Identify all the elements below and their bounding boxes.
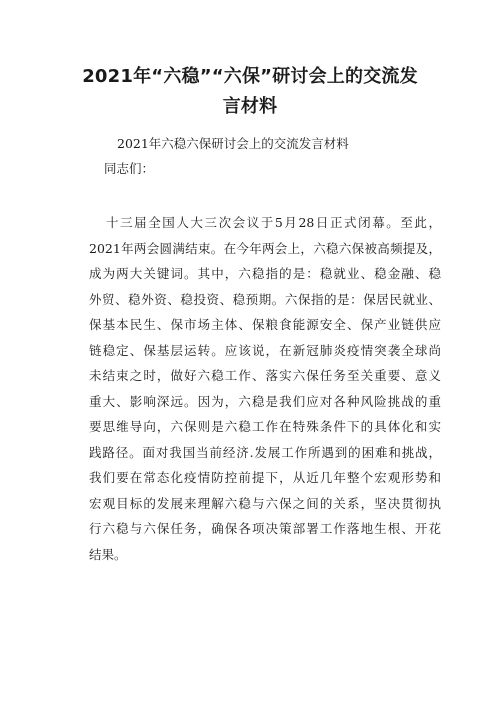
- document-subtitle: 2021年六稳六保研讨会上的交流发言材料: [117, 136, 349, 151]
- body-line: 2021年两会圆满结束。在今年两会上，六稳六保被高频提及，: [89, 240, 441, 256]
- body-line: 未结束之时，做好六稳工作、落实六保任务至关重要、意义: [89, 368, 441, 383]
- document-title-line-2: 言材料: [222, 96, 278, 117]
- body-line: 行六稳与六保任务，确保各项决策部署工作落地生根、开花: [89, 521, 441, 536]
- body-line: 结果。: [89, 546, 127, 562]
- document-title-line-1: 2021年“六稳”“六保”研讨会上的交流发: [82, 66, 418, 87]
- body-line: 重大、影响深远。因为，六稳是我们应对各种风险挑战的重: [89, 393, 441, 409]
- document-title: [60, 62, 440, 122]
- body-line: 要思维导向，六保则是六稳工作在特殊条件下的具体化和实: [89, 419, 441, 434]
- body-line: 保基本民生、保市场主体、保粮食能源安全、保产业链供应: [89, 317, 441, 332]
- body-paragraph: [89, 210, 441, 567]
- body-line: 践路径。面对我国当前经济.发展工作所遇到的困难和挑战，: [89, 444, 441, 460]
- salutation: 同志们：: [104, 161, 155, 176]
- body-line: 十三届全国人大三次会议于5月28日正式闭幕。至此，: [106, 215, 441, 230]
- body-line: 成为两大关键词。其中，六稳指的是：稳就业、稳金融、稳: [89, 266, 441, 281]
- body-line: 宏观目标的发展来理解六稳与六保之间的关系，坚决贯彻执: [89, 495, 441, 511]
- body-line: 外贸、稳外资、稳投资、稳预期。六保指的是：保居民就业、: [89, 291, 441, 307]
- body-line: 链稳定、保基层运转。应该说，在新冠肺炎疫情突袭全球尚: [89, 342, 441, 358]
- body-line: 我们要在常态化疫情防控前提下，从近几年整个宏观形势和: [89, 470, 441, 485]
